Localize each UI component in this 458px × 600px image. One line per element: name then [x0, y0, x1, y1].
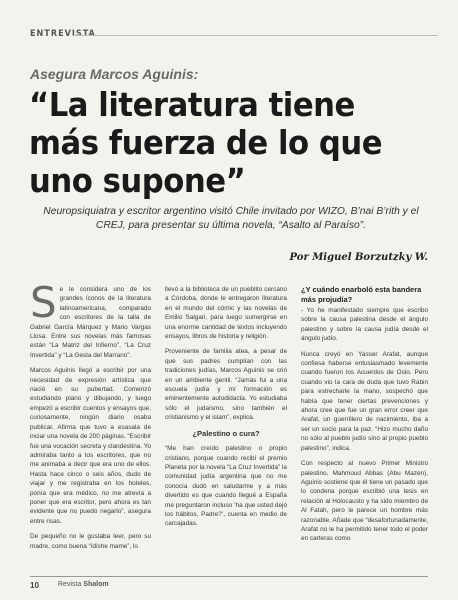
article-subhead: ¿Palestino o cura?: [192, 428, 260, 438]
article-kicker: Asegura Marcos Aguinis:: [30, 66, 199, 82]
article-intro: Neuropsiquiatra y escritor argentino visitó Chile invitado por WIZO, B’nai B’rith y el CREJ, para presentar su última novela, “Asalto al Paraíso”.: [43, 206, 419, 231]
paragraph: llevó a la biblioteca de un pueblito cercano a Córdoba, donde le entregaron literatura en el mundo del cómic y las novelas de Emilio Salgari, para luego sumergirse en una enorme cantidad de textos incluyendo ensayos, libros de historia y religión.: [165, 286, 287, 341]
magazine-name: [58, 581, 109, 588]
article-column-2: [165, 285, 287, 535]
article-column-3: [301, 285, 428, 550]
paragraph: - Yo he manifestado siempre que escribo sobre la causa palestina desde el ángulo palestino y sobre la causa judía desde el ángulo judío.: [301, 307, 428, 343]
section-label: ENTREVISTA: [30, 29, 96, 39]
paragraph: De pequeño no le gustaba leer, pero su madre, como buena “ídishe mame”, lo: [30, 533, 151, 550]
magazine-title: Shalom: [83, 581, 109, 588]
drop-cap: S: [30, 278, 57, 327]
paragraph: Con respecto al nuevo Primer Ministro palestino, Mahmoud Abbas (Abu Mazen), Aguinis sostiene que él tiene un pasado que lo condena porque escribió una tesis en relación al Holocausto y ha sido miembro de Al Fatah, pero le parece un hombre más razonable. Añade que “desafortunadamente, Arafat no le ha permitido tener todo el poder en carteras como: [301, 460, 428, 543]
paragraph: Nunca creyó en Yasser Arafat, aunque confiesa haberse entusiasmado levemente cuando fueron los Acuerdos de Oslo. Pero cuando vio la cara de duda que tuvo Rabin para estrecharle la mano, sospechó que había que tener ciertas prevenciones y ahora cree que fue un gran error creer que Arafat, un guerrillero de nacimiento, iba a ser un socio para la paz. “Hizo mucho daño no sólo al pueblo judío sino al propio pueblo palestino”, indica.: [301, 350, 428, 452]
paragraph-text: e le considera uno de los grandes íconos de la literatura latinoamericana, comparado con escritores de la talla de Gabriel García Márquez y Mario Vargas Llosa. Entre sus novelas más famosas están “La Matriz del Infierno”, “La Cruz Invertida” y “La Gesta del Marrano”.: [30, 286, 151, 359]
paragraph: “Me han creído palestino o propio cristiano, porque cuando recibí el premio Planeta por la novela “La Cruz Invertida” la comunidad judía argentina que no me conocía dudó en saludarme y a más divertido es que cuando llegué a España me preguntaron incluso ‘ha que usted dejó los hábitos, Padre?’, cuenta en medio de carcajadas.: [165, 445, 287, 528]
paragraph: Proveniente de familia atea, a pesar de que sus padres cumplían con las tradiciones judías, Marcos Aguinis se crió en un ambiente gentil. “Jamás fui a una escuela judía y mi formación es eminentemente autodidacta. Yo estudiaba sólo el judaísmo, sino también el cristianismo y el islam”, explica.: [165, 348, 287, 422]
paragraph: [30, 278, 151, 360]
article-byline: Por Miguel Borzutzky W.: [289, 252, 428, 263]
interview-question: ¿Y cuándo enarboló esta bandera más projudía?: [301, 285, 422, 304]
footer-rule: [30, 576, 428, 577]
article-headline: “La literatura tiene más fuerza de lo que uno supone”: [29, 85, 383, 200]
header-rule: [72, 35, 438, 36]
magazine-prefix: Revista: [58, 581, 82, 588]
page-number: 10: [30, 581, 39, 590]
article-column-1: [30, 278, 151, 557]
paragraph: Marcos Aguinis llegó a escribir por una necesidad de expresión artística que nació en su pubertad. Comenzó estudiando piano y dibujando, y luego empezó a escribir cuentos y ensayos que, curiosamente, ningún diario osaba publicar. Afirma que tuvo a esasala de inciar una novela de 200 páginas. “Escribir fue una vocación secreta y clandestina. Yo admiraba tanto a los escritores, que no me animaba a decir que era uno de ellos. Hasta hace cinco o seis años, dudo de viajar y me registraba en los hoteles, ponía que era médico, no me atrevía a poner que era escritor, pero ahora es tan evidente que no puedo negarlo”, asegura entre risas.: [30, 367, 151, 525]
